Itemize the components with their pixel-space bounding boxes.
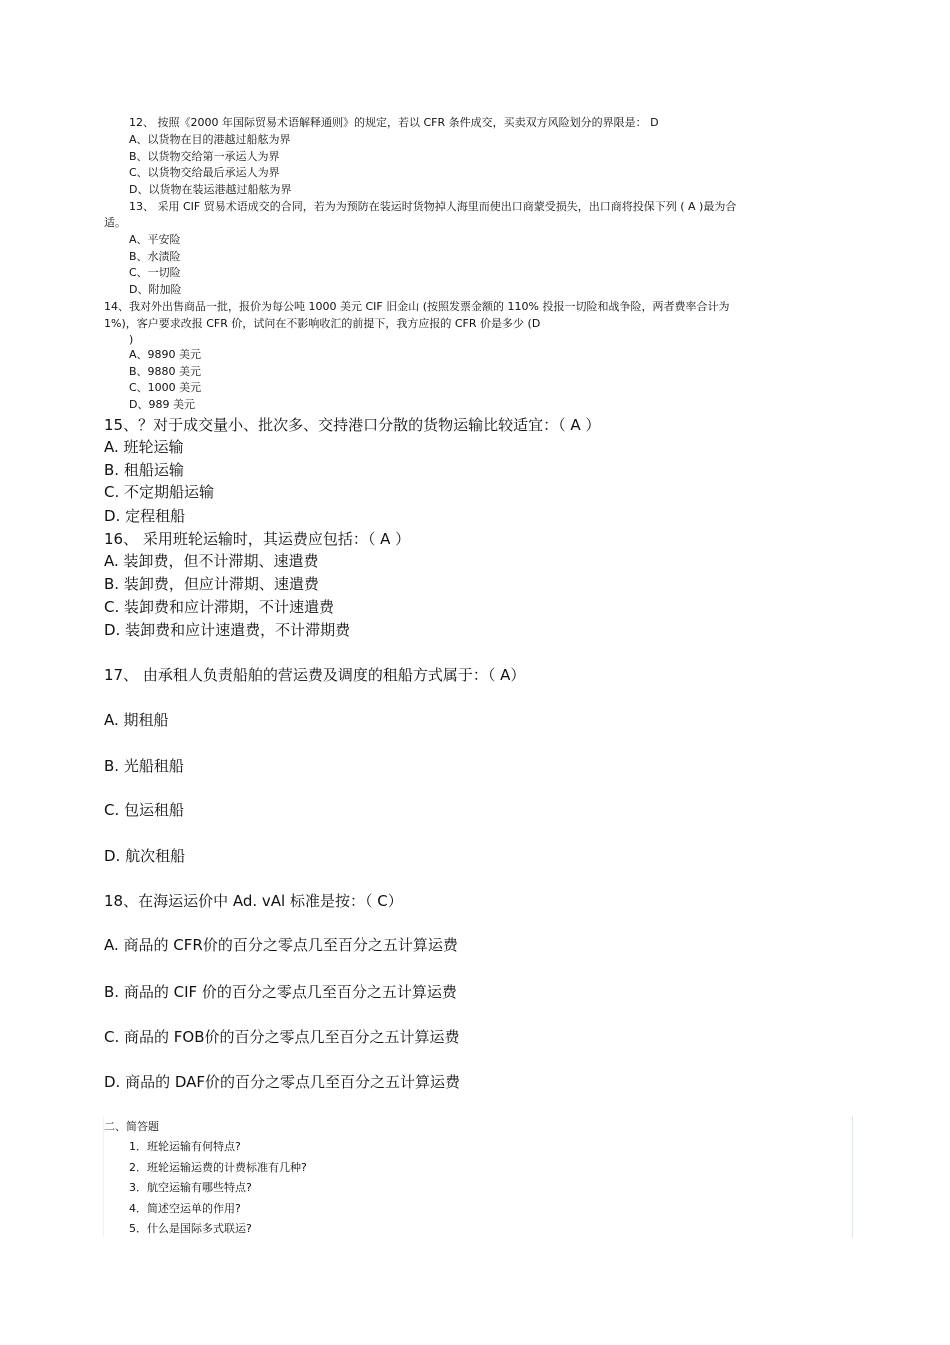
q16-option-c: C. 装卸费和应计滞期，不计速遣费 <box>104 598 335 616</box>
q15-option-c: C. 不定期船运输 <box>104 483 215 501</box>
q15-option-a: A. 班轮运输 <box>104 438 184 456</box>
q18-option-b: B. 商品的 CIF 价的百分之零点几至百分之五计算运费 <box>104 983 457 1001</box>
q14-option-b: B、9880 美元 <box>129 365 202 378</box>
q17-option-c: C. 包运租船 <box>104 801 185 819</box>
q13-option-d: D、附加险 <box>129 283 182 296</box>
section2-item-2: 2．班轮运输运费的计费标准有几种? <box>129 1161 307 1174</box>
q15-option-d: D. 定程租船 <box>104 507 186 525</box>
q13-option-a: A、平安险 <box>129 233 181 246</box>
q16-option-b: B. 装卸费，但应计滞期、速遣费 <box>104 575 319 593</box>
q14-stem-close: ) <box>129 333 134 346</box>
q16-option-d: D. 装卸费和应计速遣费，不计滞期费 <box>104 621 351 639</box>
short-answer-section <box>103 1116 853 1237</box>
section2-title: 二、简答题 <box>104 1120 159 1133</box>
q17-option-b: B. 光船租船 <box>104 757 184 775</box>
section2-item-3: 3．航空运输有哪些特点? <box>129 1181 252 1194</box>
q14-option-c: C、1000 美元 <box>129 381 202 394</box>
q17-stem: 17、 由承租人负责船舶的营运费及调度的租船方式属于：（ A） <box>104 666 526 684</box>
q17-option-a: A. 期租船 <box>104 711 169 729</box>
q14-option-d: D、989 美元 <box>129 398 195 411</box>
q14-option-a: A、9890 美元 <box>129 348 202 361</box>
q18-option-c: C. 商品的 FOB价的百分之零点几至百分之五计算运费 <box>104 1028 460 1046</box>
q18-option-a: A. 商品的 CFR价的百分之零点几至百分之五计算运费 <box>104 936 458 954</box>
q13-stem-cont: 适。 <box>104 216 126 229</box>
q13-stem: 13、 采用 CIF 贸易术语成交的合同，若为为预防在装运时货物掉人海里而使出口商蒙受损失，出口商将投保下列 ( A )最为合 <box>129 200 737 213</box>
q18-stem: 18、在海运运价中 Ad. vAl 标准是按：（ C） <box>104 892 403 910</box>
section2-item-4: 4．简述空运单的作用? <box>129 1202 241 1215</box>
q12-option-d: D、以货物在装运港越过船舷为界 <box>129 183 292 196</box>
section2-item-1: 1．班轮运输有何特点? <box>129 1140 241 1153</box>
section2-item-5: 5．什么是国际多式联运? <box>129 1222 252 1235</box>
q12-stem: 12、 按照《2000 年国际贸易术语解释通则》的规定，若以 CFR 条件成交，买卖双方风险划分的界限是： D <box>129 116 659 129</box>
q15-option-b: B. 租船运输 <box>104 461 184 479</box>
q14-stem-cont: 1%)，客户要求改报 CFR 价，试问在不影响收汇的前提下，我方应报的 CFR 价是多少 (D <box>104 317 541 330</box>
q18-option-d: D. 商品的 DAF价的百分之零点几至百分之五计算运费 <box>104 1073 461 1091</box>
q12-option-c: C、以货物交给最后承运人为界 <box>129 166 280 179</box>
q17-option-d: D. 航次租船 <box>104 847 186 865</box>
q14-stem: 14、我对外出售商品一批，报价为每公吨 1000 美元 CIF 旧金山 (按照发票金额的 110% 投报一切险和战争险，两者费率合计为 <box>104 300 730 313</box>
q16-option-a: A. 装卸费，但不计滞期、速遣费 <box>104 552 319 570</box>
q13-option-c: C、一切险 <box>129 266 181 279</box>
q12-option-a: A、以货物在目的港越过船舷为界 <box>129 133 291 146</box>
q15-stem: 15、？对于成交量小、批次多、交持港口分散的货物运输比较适宜：（ A ） <box>104 416 601 434</box>
q13-option-b: B、水渍险 <box>129 250 181 263</box>
q12-option-b: B、以货物交给第一承运人为界 <box>129 150 280 163</box>
q16-stem: 16、 采用班轮运输时，其运费应包括：（ A ） <box>104 530 411 548</box>
